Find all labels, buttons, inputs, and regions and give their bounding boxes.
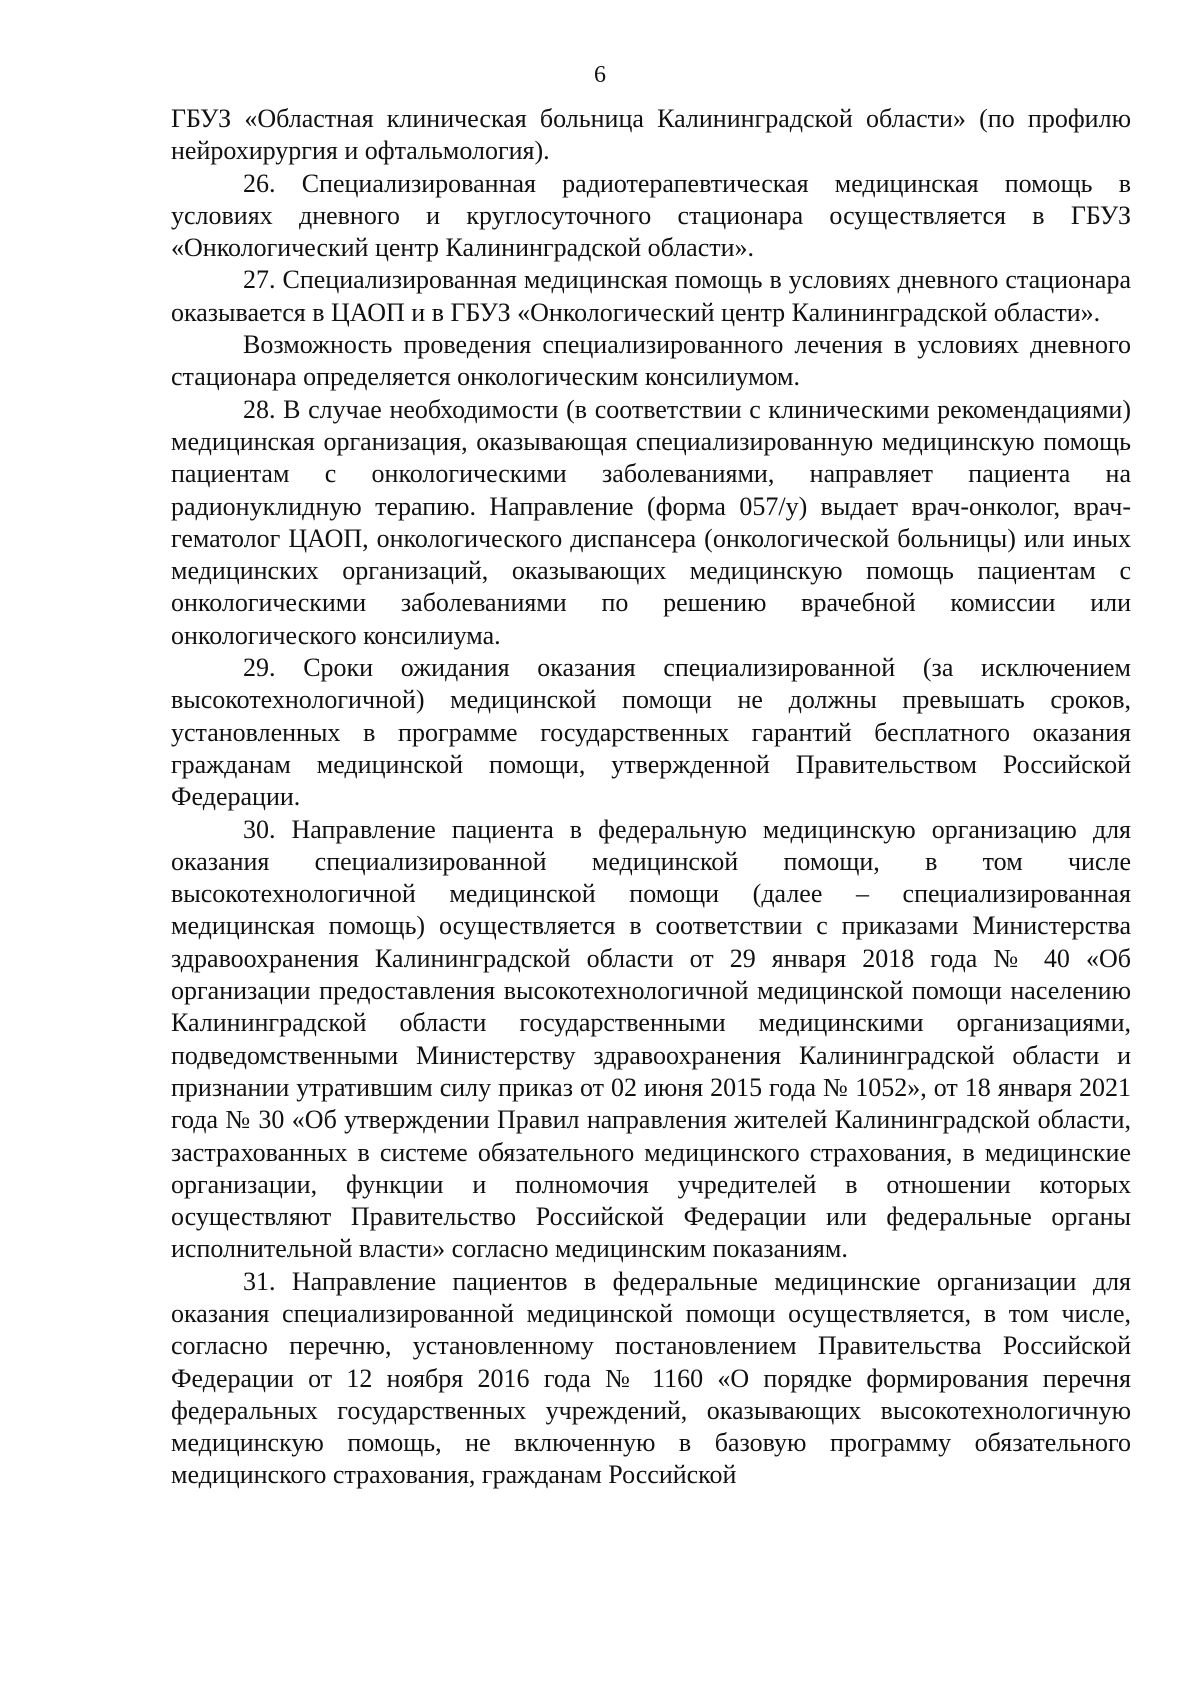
document-body: [171, 103, 1131, 1492]
paragraph-continuation: ГБУЗ «Областная клиническая больница Калининградской области» (по профилю нейрохирургия и офтальмология).: [171, 104, 1131, 166]
paragraph-27-note: Возможность проведения специализированного лечения в условиях дневного стационара определяется онкологическим консилиумом.: [171, 330, 1131, 392]
paragraph-29: 29. Сроки ожидания оказания специализированной (за исключением высокотехнологичной) медицинской помощи не должны превышать сроков, установленных в программе государственных гарантий бесплатного оказания гражданам медицинской помощи, утвержденной Правительством Российской Федерации.: [171, 653, 1131, 812]
paragraph-28: 28. В случае необходимости (в соответствии с клиническими рекомендациями) медицинская организация, оказывающая специализированную медицинскую помощь пациентам с онкологическими заболеваниями, направляет пациента на радионуклидную терапию. Направление (форма 057/у) выдает врач-онколог, врач-гематолог ЦАОП, онкологического диспансера (онкологической больницы) или иных медицинских организаций, оказывающих медицинскую помощь пациентам с онкологическими заболеваниями по решению врачебной комиссии или онкологического консилиума.: [171, 394, 1131, 650]
paragraph-26: 26. Специализированная радиотерапевтическая медицинская помощь в условиях дневного и круглосуточного стационара осуществляется в ГБУЗ «Онкологический центр Калининградской области».: [171, 168, 1131, 263]
page-number: 6: [594, 62, 606, 88]
paragraph-30: 30. Направление пациента в федеральную медицинскую организацию для оказания специализированной медицинской помощи, в том числе высокотехнологичной медицинской помощи (далее – специализированная медицинская помощь) осуществляется в соответствии с приказами Министерства здравоохранения Калининградской области от 29 января 2018 года № 40 «Об организации предоставления высокотехнологичной медицинской помощи населению Калининградской области государственными медицинскими организациями, подведомственными Министерству здравоохранения Калининградской области и признании утратившим силу приказ от 02 июня 2015 года № 1052», от 18 января 2021 года № 30 «Об утверждении Правил направления жителей Калининградской области, застрахованных в системе обязательного медицинского страхования, в медицинские организации, функции и полномочия учредителей в отношении которых осуществляют Правительство Российской Федерации или федеральные органы исполнительной власти» согласно медицинским показаниям.: [171, 814, 1131, 1264]
paragraph-31: 31. Направление пациентов в федеральные медицинские организации для оказания специализированной медицинской помощи осуществляется, в том числе, согласно перечню, установленному постановлением Правительства Российской Федерации от 12 ноября 2016 года № 1160 «О порядке формирования перечня федеральных государственных учреждений, оказывающих высокотехнологичную медицинскую помощь, не включенную в базовую программу обязательного медицинского страхования, гражданам Российской: [171, 1266, 1131, 1490]
paragraph-27: 27. Специализированная медицинская помощь в условиях дневного стационара оказывается в ЦАОП и в ГБУЗ «Онкологический центр Калининградской области».: [171, 265, 1131, 327]
